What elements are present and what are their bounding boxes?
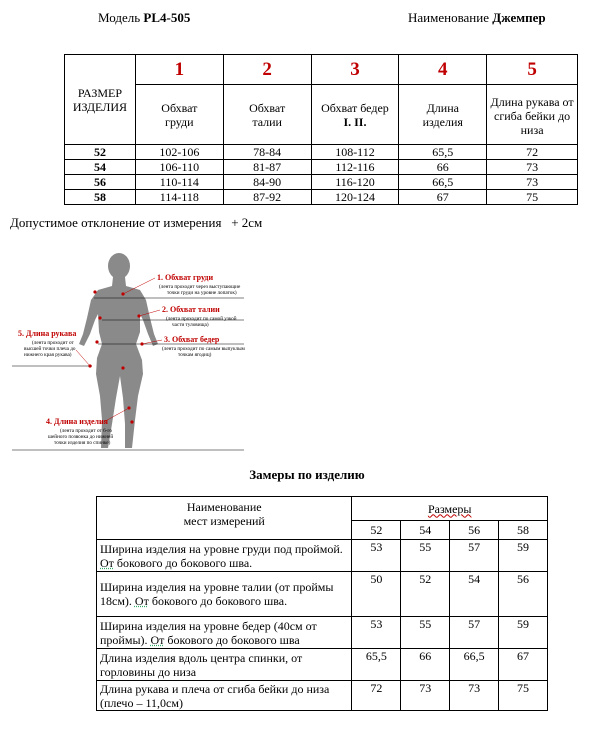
label-sleeve-note: высшей точки плеча до	[24, 346, 76, 352]
label-length-title: 4. Длина изделия	[46, 417, 108, 426]
col-label: Длина рукава от сгиба бейки до низа	[490, 94, 574, 137]
table-row	[97, 572, 548, 617]
label-hips-title: 3. Обхват бедер	[164, 335, 220, 344]
col-label: Обхват груди	[161, 100, 198, 129]
value-cell: 110-114	[135, 175, 223, 190]
table-row	[97, 649, 548, 681]
value-cell: 53	[352, 540, 401, 572]
desc-text: Ширина изделия на уровне бедер (40см от проймы).	[100, 618, 317, 647]
col-header-chest	[135, 85, 223, 145]
value-cell: 52	[401, 572, 450, 617]
desc-text: Длина изделия вдоль центра спинки, от горловины до низа	[100, 650, 303, 679]
label-chest-title: 1. Обхват груди	[157, 273, 214, 282]
value-cell: 67	[399, 190, 487, 205]
size-col: 58	[499, 521, 548, 540]
col-header-hips	[311, 85, 399, 145]
desc-text: Ширина изделия на уровне груди под проймой.	[100, 541, 343, 556]
value-cell: 72	[352, 681, 401, 711]
value-cell: 73	[487, 175, 578, 190]
label-sleeve-note: нижнего края рукава)	[24, 352, 72, 358]
value-cell: 59	[499, 540, 548, 572]
value-cell: 50	[352, 572, 401, 617]
value-cell: 114-118	[135, 190, 223, 205]
value-cell: 59	[499, 617, 548, 649]
model-label: Модель	[98, 10, 141, 25]
value-cell: 78-84	[223, 145, 311, 160]
table-row	[97, 540, 548, 572]
size-cell: 56	[65, 175, 136, 190]
value-cell: 57	[450, 617, 499, 649]
tolerance-value: + 2см	[231, 215, 263, 230]
value-cell: 57	[450, 540, 499, 572]
label-hips-note: (лента проходит по самым выпуклым	[162, 346, 245, 352]
col-header-length	[399, 85, 487, 145]
col-label: Длина изделия	[422, 100, 463, 129]
value-cell: 81-87	[223, 160, 311, 175]
col-label: Обхват бедер	[321, 100, 389, 115]
label-length-note: шейного позвонка до нижней	[48, 434, 114, 440]
size-col: 52	[352, 521, 401, 540]
name-label: Наименование	[408, 10, 489, 25]
label-hips-note: точкам ягодиц)	[178, 352, 212, 358]
size-cell: 54	[65, 160, 136, 175]
col-number-2: 2	[223, 55, 311, 85]
label-waist-title: 2. Обхват талии	[162, 305, 220, 314]
value-cell: 73	[401, 681, 450, 711]
value-cell: 65,5	[399, 145, 487, 160]
row-description	[97, 540, 352, 572]
col-number-3: 3	[311, 55, 399, 85]
value-cell: 55	[401, 540, 450, 572]
size-table	[64, 54, 578, 205]
desc-text: Ширина изделия на уровне талии (от проймы 18см).	[100, 580, 334, 608]
value-cell: 56	[499, 572, 548, 617]
table-row	[65, 175, 578, 190]
col-number-5: 5	[487, 55, 578, 85]
name-header	[97, 497, 352, 540]
col-number-4: 4	[399, 55, 487, 85]
value-cell: 108-112	[311, 145, 399, 160]
value-cell: 87-92	[223, 190, 311, 205]
row-description	[97, 649, 352, 681]
label-waist-note: (лента проходит по самой узкой	[166, 316, 237, 322]
value-cell: 66,5	[399, 175, 487, 190]
desc-text: От	[134, 594, 149, 608]
col-header-waist	[223, 85, 311, 145]
value-cell: 73	[450, 681, 499, 711]
value-cell: 55	[401, 617, 450, 649]
table-row	[65, 160, 578, 175]
value-cell: 75	[499, 681, 548, 711]
label-chest-note: (лента проходит через выступающие	[159, 284, 241, 290]
desc-text: Длина рукава и плеча от сгиба бейки до низа (плечо – 11,0см)	[100, 681, 330, 710]
sizes-header-text: Размеры	[427, 501, 472, 516]
value-cell: 66,5	[450, 649, 499, 681]
value-cell: 67	[499, 649, 548, 681]
value-cell: 112-116	[311, 160, 399, 175]
row-description	[97, 572, 352, 617]
row-description	[97, 681, 352, 711]
tolerance-line	[10, 215, 262, 231]
tolerance-text: Допустимое отклонение от измерения	[10, 215, 222, 230]
row-description	[97, 617, 352, 649]
value-cell: 66	[401, 649, 450, 681]
desc-text: бокового до бокового шва	[164, 632, 300, 647]
size-header: РАЗМЕР ИЗДЕЛИЯ	[65, 55, 136, 145]
desc-text: бокового до бокового шва.	[148, 594, 288, 608]
measurement-figure	[12, 248, 272, 460]
label-waist-note: части туловища)	[172, 322, 209, 328]
size-cell: 52	[65, 145, 136, 160]
value-cell: 120-124	[311, 190, 399, 205]
col-label: Обхват талии	[249, 100, 286, 129]
value-cell: 102-106	[135, 145, 223, 160]
label-chest-note: точки груди на уровне лопаток)	[167, 290, 237, 296]
label-length-note: точки изделия по спинке)	[54, 440, 111, 446]
name-header-text: Наименование мест измерений	[183, 500, 265, 528]
col-number-1: 1	[135, 55, 223, 85]
name-line	[408, 10, 546, 26]
table-row	[97, 617, 548, 649]
product-table	[96, 496, 548, 711]
model-value: PL4-505	[143, 10, 191, 25]
size-cell: 58	[65, 190, 136, 205]
value-cell: 66	[399, 160, 487, 175]
value-cell: 72	[487, 145, 578, 160]
value-cell: 116-120	[311, 175, 399, 190]
value-cell: 65,5	[352, 649, 401, 681]
value-cell: 84-90	[223, 175, 311, 190]
label-length-note: (лента проходит от 6-го	[60, 428, 112, 434]
value-cell: 73	[487, 160, 578, 175]
model-line	[98, 10, 190, 26]
desc-text: бокового до бокового шва.	[113, 555, 253, 570]
size-col: 56	[450, 521, 499, 540]
label-sleeve-note: (лента проходит от	[32, 340, 74, 346]
desc-text: От	[100, 555, 114, 570]
value-cell: 54	[450, 572, 499, 617]
table-row	[97, 681, 548, 711]
size-col: 54	[401, 521, 450, 540]
table-row	[65, 190, 578, 205]
value-cell: 75	[487, 190, 578, 205]
col-sublabel: I. II.	[343, 114, 367, 129]
desc-text: От	[150, 632, 165, 647]
name-value: Джемпер	[492, 10, 546, 25]
product-table-title: Замеры по изделию	[249, 467, 365, 482]
value-cell: 106-110	[135, 160, 223, 175]
sizes-header	[352, 497, 548, 521]
value-cell: 53	[352, 617, 401, 649]
label-sleeve-title: 5. Длина рукава	[18, 329, 77, 338]
table-row	[65, 145, 578, 160]
col-header-sleeve	[487, 85, 578, 145]
